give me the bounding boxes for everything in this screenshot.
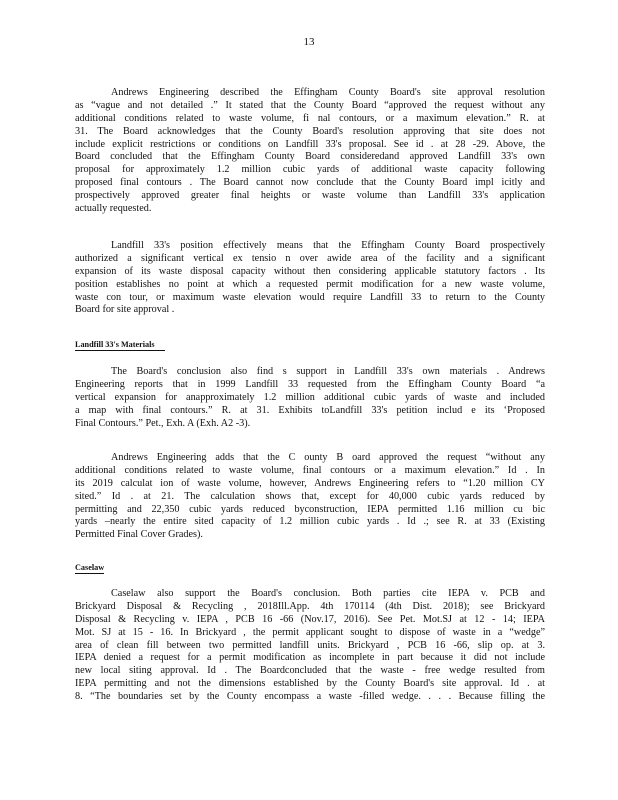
paragraph-line: Landfill 33's position effectively means that the Effingham County Board prospectively bbox=[111, 240, 545, 251]
paragraph-andrews-engineering-1 bbox=[75, 87, 545, 216]
paragraph-line: authorized a significant vertical ex tensio n over awide area of the facility and a significant bbox=[75, 252, 545, 264]
paragraph-andrews-engineering-2 bbox=[75, 452, 545, 542]
paragraph-line: proposal for approximately 1.2 million cubic yards of additional waste capacity following bbox=[75, 164, 545, 176]
heading-underline bbox=[75, 573, 104, 574]
paragraph-line: IEPA permitting and not the dimensions established by the County Board's site approval. Id . at bbox=[75, 678, 545, 690]
paragraph-line: Andrews Engineering described the Effingham County Board's site approval resolution bbox=[111, 87, 545, 98]
paragraph-line: include explicit restrictions or conditions on Landfill 33's proposal. See id . at 28 -29. Above, the bbox=[75, 138, 545, 150]
paragraph-line: Brickyard Disposal & Recycling , 2018Ill.App. 4th 170114 (4th Dist. 2018); see Brickyard bbox=[75, 600, 545, 612]
paragraph-line: proposed final contours . The Board cannot now conclude that the County Board impl icitly and bbox=[75, 177, 545, 189]
paragraph-line: sited.” Id . at 21. The calculation shows that, except for 40,000 cubic yards reduced by bbox=[75, 490, 545, 502]
paragraph-line: its 2019 calculat ion of waste volume, however, Andrews Engineering refers to “1.20 million CY bbox=[75, 477, 545, 489]
paragraph-line: Caselaw also support the Board's conclusion. Both parties cite IEPA v. PCB and bbox=[111, 588, 545, 599]
paragraph-line: 31. The Board acknowledges that the County Board's resolution approving that site does not bbox=[75, 125, 545, 137]
paragraph-line: additional conditions related to waste volume, fi nal contours, or a maximum elevation.” R. at bbox=[75, 112, 545, 124]
paragraph-line: Permitted Final Cover Grades). bbox=[75, 529, 203, 541]
section-heading-caselaw: Caselaw bbox=[75, 563, 105, 572]
paragraph-line: area of clean fill between two permitted landfill units. Brickyard , PCB 16 -66, slip op. at 3. bbox=[75, 639, 545, 651]
paragraph-line: additional conditions related to waste volume, final contours or a maximum elevation.” Id . In bbox=[75, 464, 545, 476]
paragraph-line: expansion of its waste disposal capacity without then considering applicable statutory factors . Its bbox=[75, 265, 545, 277]
paragraph-line: 8. “The boundaries set by the County encompass a waste -filled wedge. . . . Because filling the bbox=[75, 691, 545, 703]
paragraph-line: position establishes no point at which a requested permit modification for a new waste volume, bbox=[75, 278, 545, 290]
paragraph-boards-conclusion bbox=[75, 366, 545, 430]
heading-underline bbox=[75, 350, 165, 351]
paragraph-line: new local siting approval. Id . The Boardconcluded that the waste - free wedge resulted from bbox=[75, 665, 545, 677]
paragraph-line: Disposal & Recycling v. IEPA , PCB 16 -66 (Nov.17, 2016). See Pet. Mot.SJ at 12 - 14; IEPA bbox=[75, 613, 545, 625]
paragraph-line: The Board's conclusion also find s support in Landfill 33's own materials . Andrews bbox=[111, 366, 545, 377]
paragraph-line: Engineering reports that in 1999 Landfill 33 requested from the Effingham County Board “a bbox=[75, 378, 545, 390]
paragraph-line: actually requested. bbox=[75, 203, 152, 215]
paragraph-line: Final Contours.” Pet., Exh. A (Exh. A2 -3). bbox=[75, 417, 251, 429]
paragraph-caselaw bbox=[75, 588, 545, 704]
paragraph-line: Board for site approval . bbox=[75, 304, 175, 316]
page-number: 13 bbox=[303, 36, 315, 48]
paragraph-line: Mot. SJ at 15 - 16. In Brickyard , the permit applicant sought to dispose of waste in a “wedge” bbox=[75, 626, 545, 638]
paragraph-line: IEPA denied a request for a permit modification as incomplete in part because it did not include bbox=[75, 652, 545, 664]
paragraph-landfill-33-position bbox=[75, 240, 545, 317]
paragraph-line: as “vague and not detailed .” It stated that the County Board “approved the request without any bbox=[75, 99, 545, 111]
paragraph-line: permitting and 22,350 cubic yards reduced byconstruction, IEPA permitted 1.16 million cu bic bbox=[75, 503, 545, 515]
section-heading-landfill-materials: Landfill 33's Materials bbox=[75, 340, 155, 349]
paragraph-line: a map with final contours.” R. at 31. Exhibits toLandfill 33's petition includ e its ‘Proposed bbox=[75, 404, 545, 416]
paragraph-line: Board concluded that the Effingham County Board consideredand approved Landfill 33's own bbox=[75, 151, 545, 163]
paragraph-line: vertical expansion for anapproximately 1.2 million additional cubic yards of waste and included bbox=[75, 391, 545, 403]
paragraph-line: yards –nearly the entire sited capacity of 1.2 million cubic yards . Id .; see R. at 33 (Existing bbox=[75, 516, 545, 528]
paragraph-line: Andrews Engineering adds that the C ounty B oard approved the request “without any bbox=[111, 452, 545, 463]
paragraph-line: waste con tour, or maximum waste elevation would require Landfill 33 to return to the County bbox=[75, 291, 545, 303]
paragraph-line: prospectively approved greater final heights or waste volume than Landfill 33's application bbox=[75, 190, 545, 202]
